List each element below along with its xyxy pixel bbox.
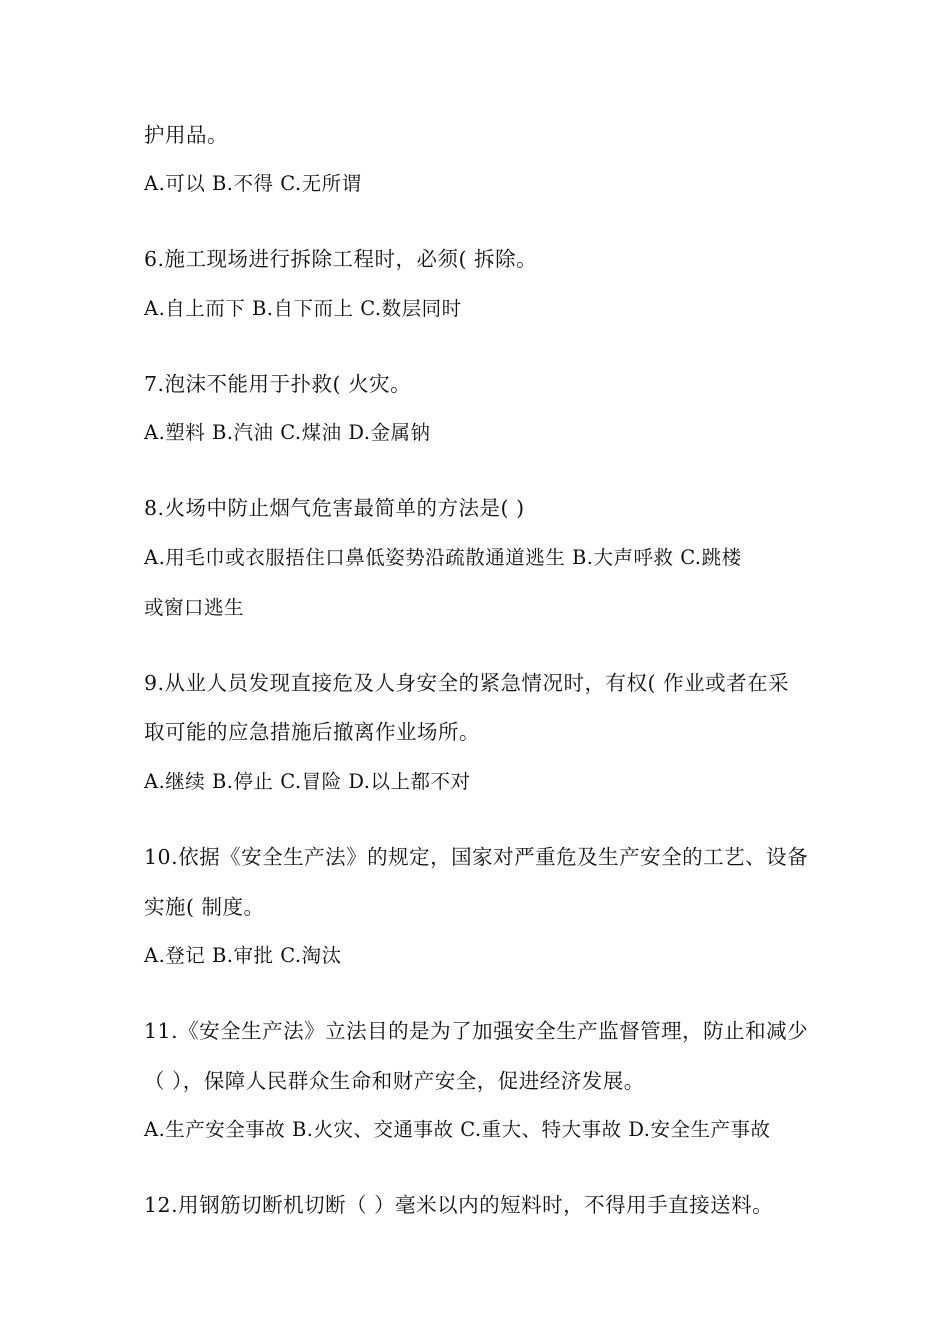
question-12: 12.用钢筋切断机切断（ ）毫米以内的短料时，不得用手直接送料。 <box>144 1193 774 1217</box>
question-9-line2: 取可能的应急措施后撤离作业场所。 <box>144 720 480 744</box>
question-7: 7.泡沫不能用于扑救( 火灾。 <box>144 372 412 396</box>
options-q8-line1: A.用毛巾或衣服捂住口鼻低姿势沿疏散通道逃生 B.大声呼救 C.跳楼 <box>144 546 742 569</box>
question-11-line2: （ ），保障人民群众生命和财产安全，促进经济发展。 <box>144 1069 645 1093</box>
text-line-continuation: 护用品。 <box>144 123 228 147</box>
options-q5: A.可以 B.不得 C.无所谓 <box>144 172 362 195</box>
options-q8-line2: 或窗口逃生 <box>144 596 245 619</box>
question-8: 8.火场中防止烟气危害最简单的方法是( ) <box>144 496 525 520</box>
options-q6: A.自上而下 B.自下而上 C.数层同时 <box>144 297 462 320</box>
options-q11: A.生产安全事故 B.火灾、交通事故 C.重大、特大事故 D.安全生产事故 <box>144 1118 771 1141</box>
question-9-line1: 9.从业人员发现直接危及人身安全的紧急情况时，有权( 作业或者在采 <box>144 671 790 695</box>
question-10-line1: 10.依据《安全生产法》的规定，国家对严重危及生产安全的工艺、设备 <box>144 845 809 869</box>
options-q7: A.塑料 B.汽油 C.煤油 D.金属钠 <box>144 421 431 444</box>
question-10-line2: 实施( 制度。 <box>144 895 265 919</box>
options-q9: A.继续 B.停止 C.冒险 D.以上都不对 <box>144 770 471 793</box>
question-11-line1: 11.《安全生产法》立法目的是为了加强安全生产监督管理，防止和减少 <box>144 1019 809 1043</box>
question-6: 6.施工现场进行拆除工程时，必须( 拆除。 <box>144 247 538 271</box>
options-q10: A.登记 B.审批 C.淘汰 <box>144 944 342 967</box>
